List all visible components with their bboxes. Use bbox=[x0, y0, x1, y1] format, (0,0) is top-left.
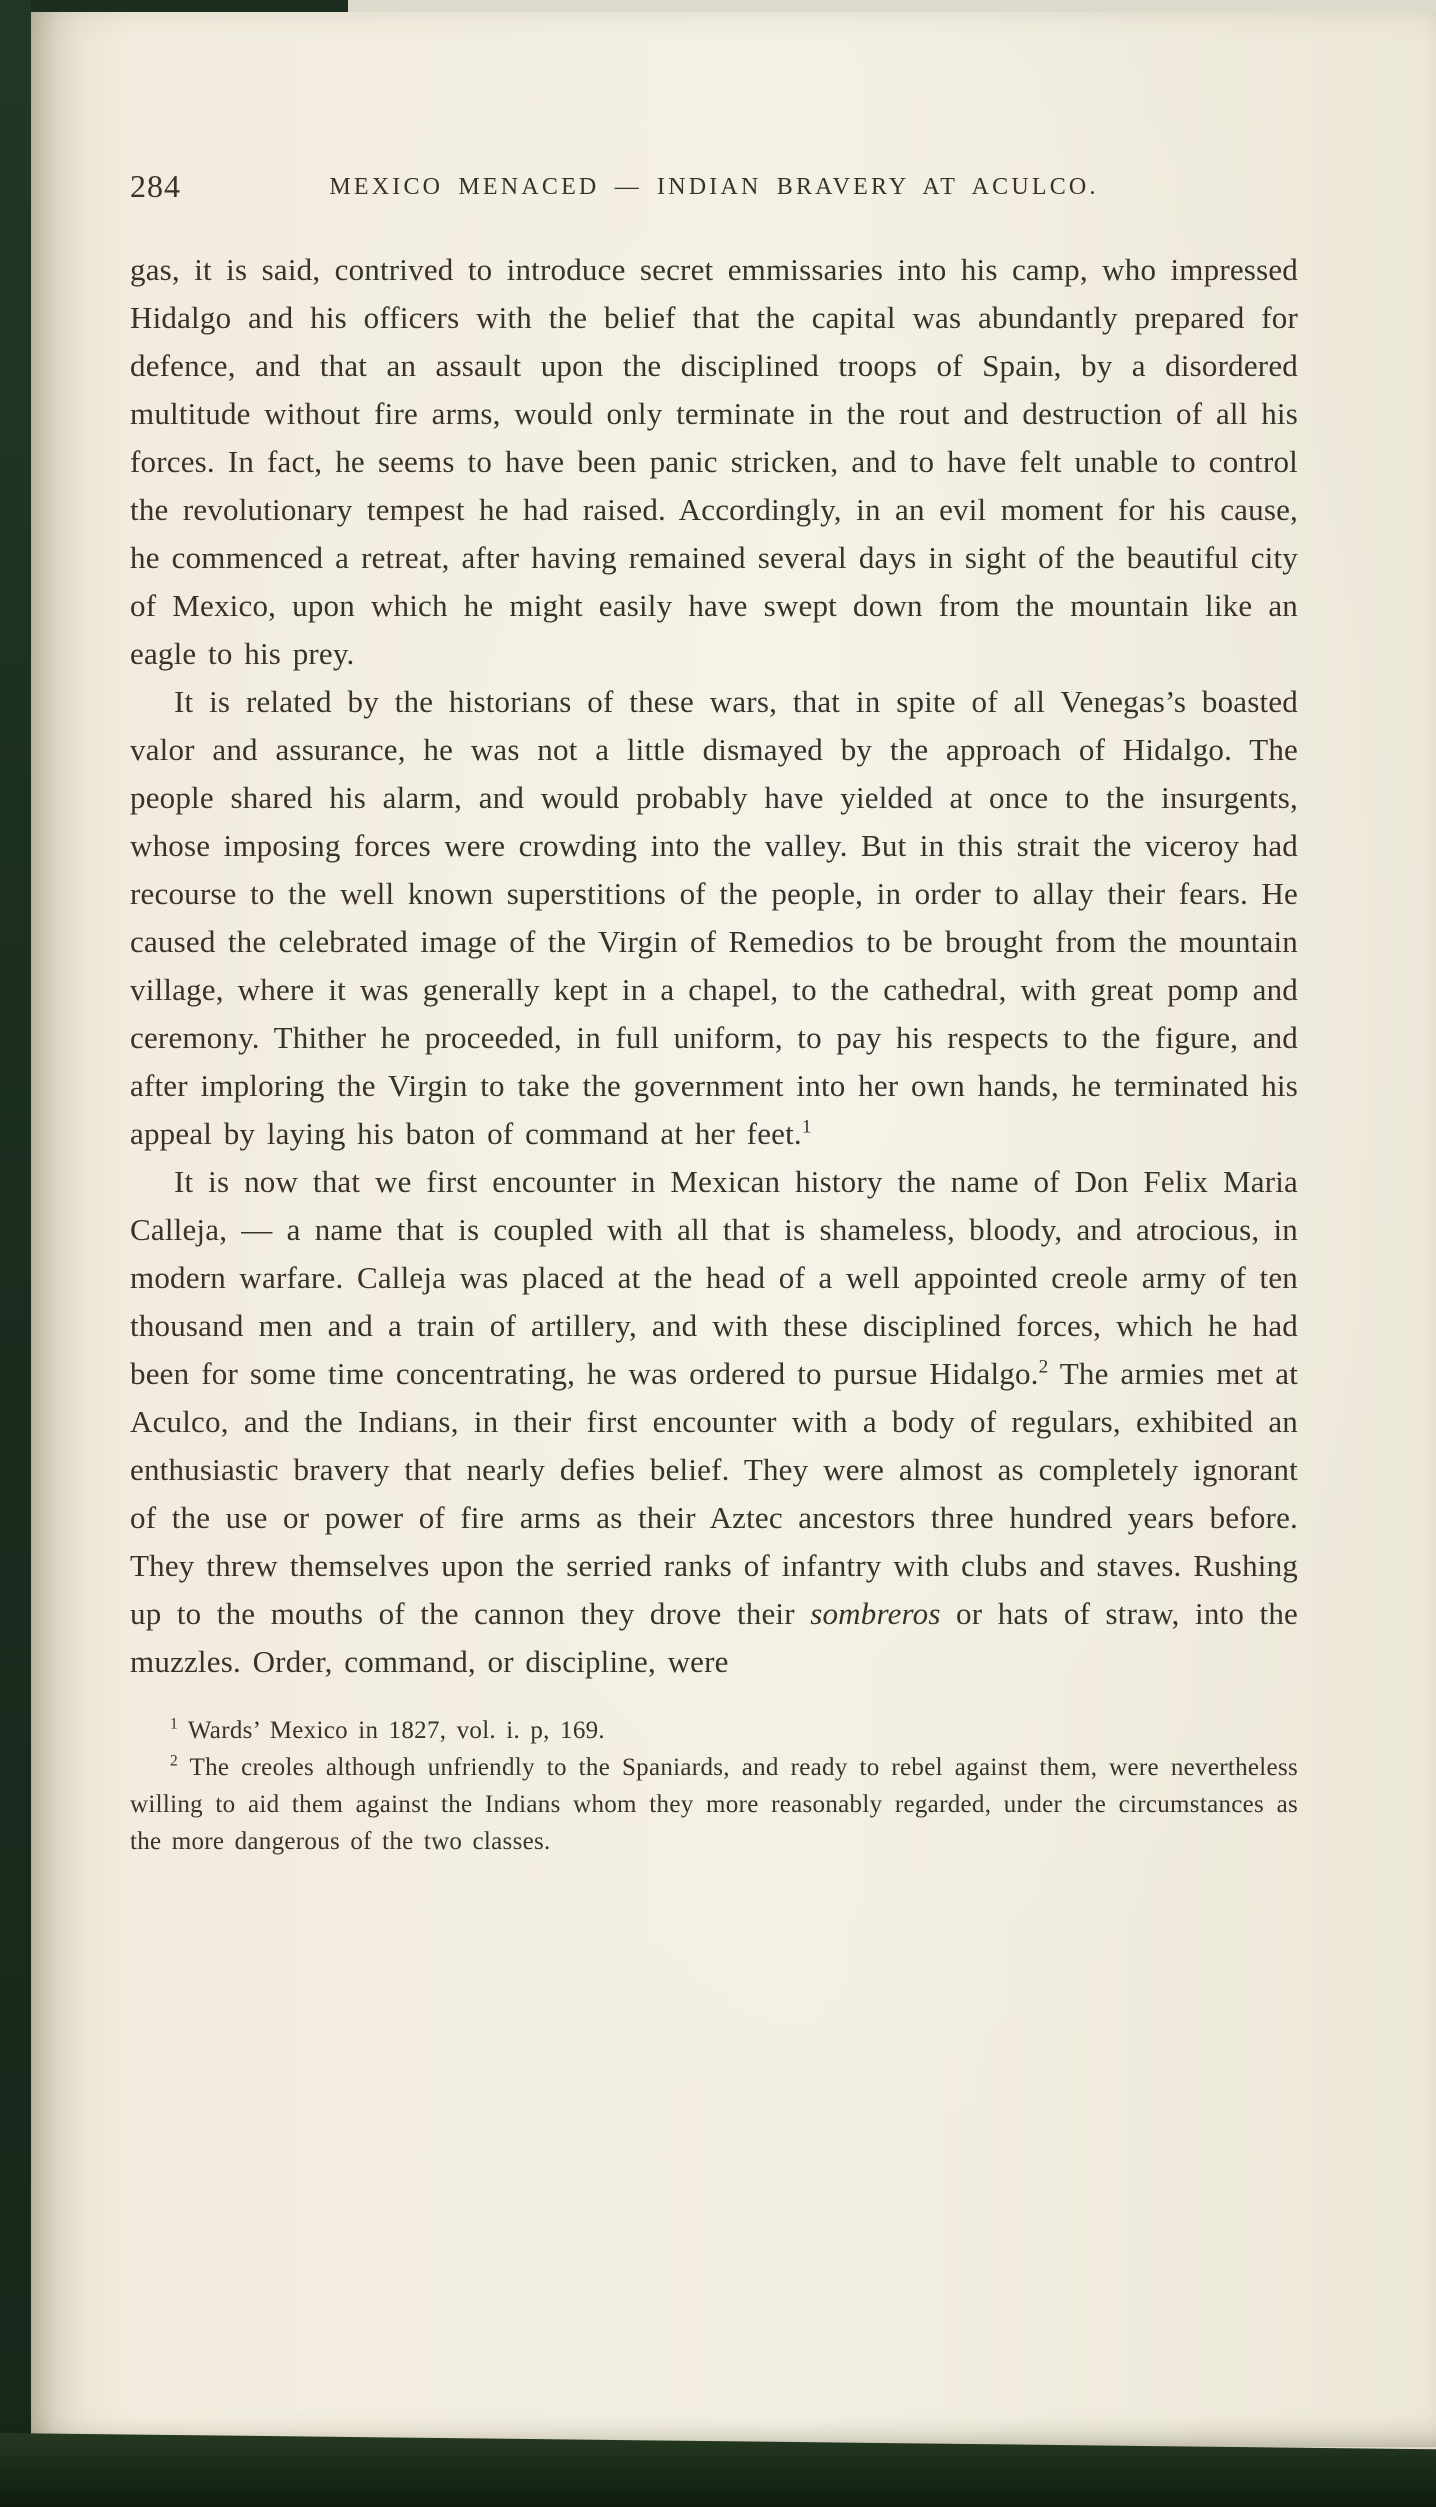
page-content bbox=[130, 168, 1298, 1860]
page-number: 284 bbox=[130, 168, 181, 204]
text-run: or hats of straw, into the muzzles. Order, command, or discipline, were bbox=[130, 1596, 1298, 1679]
running-header-title: MEXICO MENACED — INDIAN BRAVERY AT ACULCO. bbox=[329, 174, 1099, 200]
footnote-marker: 2 bbox=[1038, 1356, 1049, 1378]
paragraph bbox=[130, 246, 1298, 678]
running-header bbox=[130, 168, 1298, 212]
paragraph bbox=[130, 678, 1298, 1158]
footnotes bbox=[130, 1712, 1298, 1860]
footnote-marker: 1 bbox=[170, 1715, 179, 1733]
text-run: gas, it is said, contrived to introduce secret emmissaries into his camp, who impressed Hidalgo and his officers with the belief that the capital was abundantly prepared for defence, and that an assault upon the disciplined troops of Spain, by a disordered multitude without fire arms, would only terminate in the rout and destruction of all his forces. In fact, he seems to have been panic stricken, and to have felt unable to control the revolutionary tempest he had raised. Accordingly, in an evil moment for his cause, he commenced a retreat, after having remained several days in sight of the beautiful city of Mexico, upon which he might easily have swept down from the mountain like an eagle to his prey. bbox=[130, 252, 1298, 671]
text-run: It is now that we first encounter in Mexican history the name of Don Felix Maria Calleja, — a name that is coupled with all that is shameless, bloody, and atrocious, in modern warfare. Calleja was placed at the head of a well appointed creole army of ten thousand men and a train of artillery, and with these disciplined forces, which he had been for some time concentrating, he was ordered to pursue Hidalgo. bbox=[130, 1164, 1298, 1391]
scan-edge-left bbox=[0, 0, 31, 2507]
footnote-marker: 2 bbox=[170, 1752, 179, 1770]
footnote bbox=[130, 1712, 1298, 1749]
text-run: Wards’ Mexico in 1827, vol. i. p, 169. bbox=[178, 1717, 605, 1744]
footnote-marker: 1 bbox=[801, 1116, 812, 1138]
text-run: It is related by the historians of these wars, that in spite of all Venegas’s boasted valor and assurance, he was not a little dismayed by the approach of Hidalgo. The people shared his alarm, and would probably have yielded at once to the insurgents, whose imposing forces were crowding into the valley. But in this strait the viceroy had recourse to the well known superstitions of the people, in order to allay their fears. He caused the celebrated image of the Virgin of Remedios to be brought from the mountain village, where it was generally kept in a chapel, to the cathedral, with great pomp and ceremony. Thither he proceeded, in full uniform, to pay his respects to the figure, and after imploring the Virgin to take the government into her own hands, he terminated his appeal by laying his baton of command at her feet. bbox=[130, 684, 1298, 1151]
text-run: The armies met at Aculco, and the Indians, in their first encounter with a body of regulars, exhibited an enthusiastic bravery that nearly defies belief. They were almost as completely ignorant of the use or power of fire arms as their Aztec ancestors three hundred years before. They threw themselves upon the serried ranks of infantry with clubs and staves. Rushing up to the mouths of the cannon they drove their bbox=[130, 1356, 1299, 1631]
body-paragraphs bbox=[130, 246, 1298, 1686]
paragraph bbox=[130, 1158, 1298, 1686]
footnote bbox=[130, 1749, 1298, 1860]
page-paper bbox=[31, 12, 1436, 2447]
text-run: sombreros bbox=[810, 1596, 941, 1631]
text-run: The creoles although unfriendly to the Spaniards, and ready to rebel against them, were nevertheless willing to aid them against the Indians whom they more reasonably regarded, under the circumstances as the more dangerous of the two classes. bbox=[130, 1754, 1298, 1855]
